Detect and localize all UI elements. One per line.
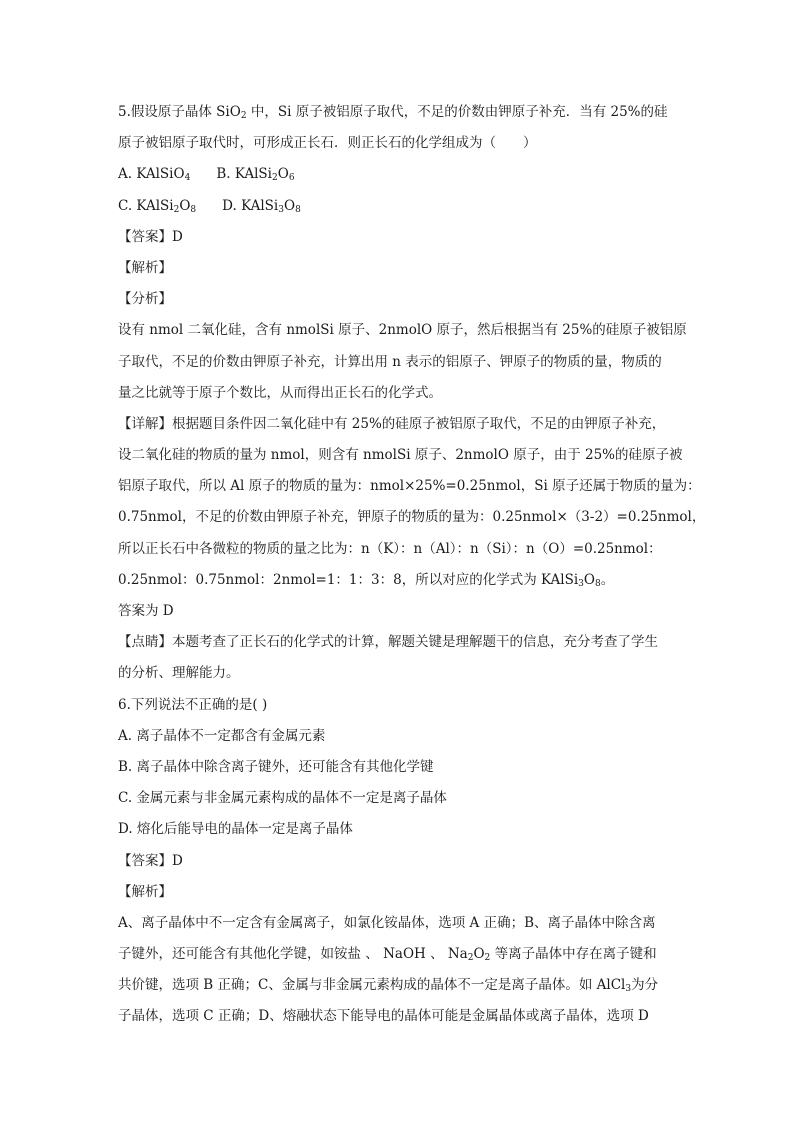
q5-answer-is: 答案为 D <box>118 603 174 619</box>
q5-analysis-line-1: 设有 nmol 二氧化硅，含有 nmolSi 原子、2nmolO 原子，然后根据当有 25%的硅原子被铝原 <box>118 322 687 339</box>
q5-jiexi-heading: 【解析】 <box>118 259 172 276</box>
document-page <box>118 97 706 1033</box>
q6-explanation-line-2: 子键外，还可能含有其他化学键，如铵盐 、 NaOH 、 $Na_2O_2$ 等离子晶体中存在离子键和 <box>118 946 657 964</box>
q6-explanation-line-1: A、离子晶体中不一定含有金属离子，如氯化铵晶体，选项 A 正确；B、离子晶体中除含离 <box>118 914 656 931</box>
q5-answer: 【答案】D <box>118 228 183 245</box>
q6-option-a: A. 离子晶体不一定都含有金属元素 <box>118 727 326 744</box>
q6-option-c: C. 金属元素与非金属元素构成的晶体不一定是离子晶体 <box>118 790 447 807</box>
q5-detail-line-4: 0.75nmol，不足的价数由钾原子补充，钾原子的物质的量为：0.25nmol×（3-2）=0.25nmol， <box>118 509 706 526</box>
q5-option-a: A. KAlSiO$_4$ <box>118 166 191 184</box>
q6-jiexi-heading: 【解析】 <box>118 883 172 900</box>
q5-analysis-line-3: 量之比就等于原子个数比，从而得出正长石的化学式。 <box>118 384 442 401</box>
q5-detail-line-5: 所以正长石中各微粒的物质的量之比为：n（K）：n（Al）：n（Si）：n（O）=0.25nmol： <box>118 540 662 557</box>
q5-stem-line-1: 5.假设原子晶体 SiO$_2$ 中，Si 原子被铝原子取代，不足的价数由钾原子补充．当有 25%的硅 <box>118 104 668 121</box>
q5-analysis-line-2: 子取代，不足的价数由钾原子补充，计算出用 n 表示的铝原子、钾原子的物质的量，物质的 <box>118 353 662 370</box>
q6-stem: 6.下列说法不正确的是( ) <box>118 696 268 713</box>
q6-explanation-line-4: 子晶体，选项 C 正确；D、熔融状态下能导电的晶体可能是金属晶体或离子晶体，选项 D <box>118 1008 649 1025</box>
q5-detail-line-1: 【详解】根据题目条件因二氧化硅中有 25%的硅原子被铝原子取代，不足的由钾原子补充， <box>118 415 666 432</box>
q5-option-c: C. $KAlSi_2O_8$ <box>118 197 197 215</box>
q5-option-d: D. $KAlSi_3O_8$ <box>222 197 301 215</box>
q5-comment-line-1: 【点睛】本题考查了正长石的化学式的计算，解题关键是理解题干的信息，充分考查了学生 <box>118 634 658 651</box>
q5-option-b: B. $KAlSi_2O_6$ <box>216 166 295 184</box>
q5-options-cd <box>118 191 678 222</box>
q5-stem-line-2: 原子被铝原子取代时，可形成正长石．则正长石的化学组成为（ ） <box>118 135 537 152</box>
q5-comment-line-2: 的分析、理解能力。 <box>118 665 240 682</box>
q6-answer: 【答案】D <box>118 852 183 869</box>
q6-explanation-line-3: 共价键，选项 B 正确；C、金属与非金属元素构成的晶体不一定是离子晶体。如 AlCl$_3$为分 <box>118 977 659 995</box>
q6-option-b: B. 离子晶体中除含离子键外，还可能含有其他化学键 <box>118 758 434 775</box>
q5-options-ab <box>118 159 678 190</box>
q5-detail-line-3: 铝原子取代，所以 Al 原子的物质的量为：nmol×25%=0.25nmol，Si 原子还属于物质的量为： <box>118 478 701 495</box>
q5-fenxi-heading: 【分析】 <box>118 291 172 308</box>
q5-detail-line-2: 设二氧化硅的物质的量为 nmol，则含有 nmolSi 原子、2nmolO 原子，由于 25%的硅原子被 <box>118 447 683 464</box>
q6-option-d: D. 熔化后能导电的晶体一定是离子晶体 <box>118 821 353 838</box>
q5-detail-line-6: 0.25nmol：0.75nmol：2nmol=1：1：3：8，所以对应的化学式为 $KAlSi_3O_8$。 <box>118 571 615 589</box>
